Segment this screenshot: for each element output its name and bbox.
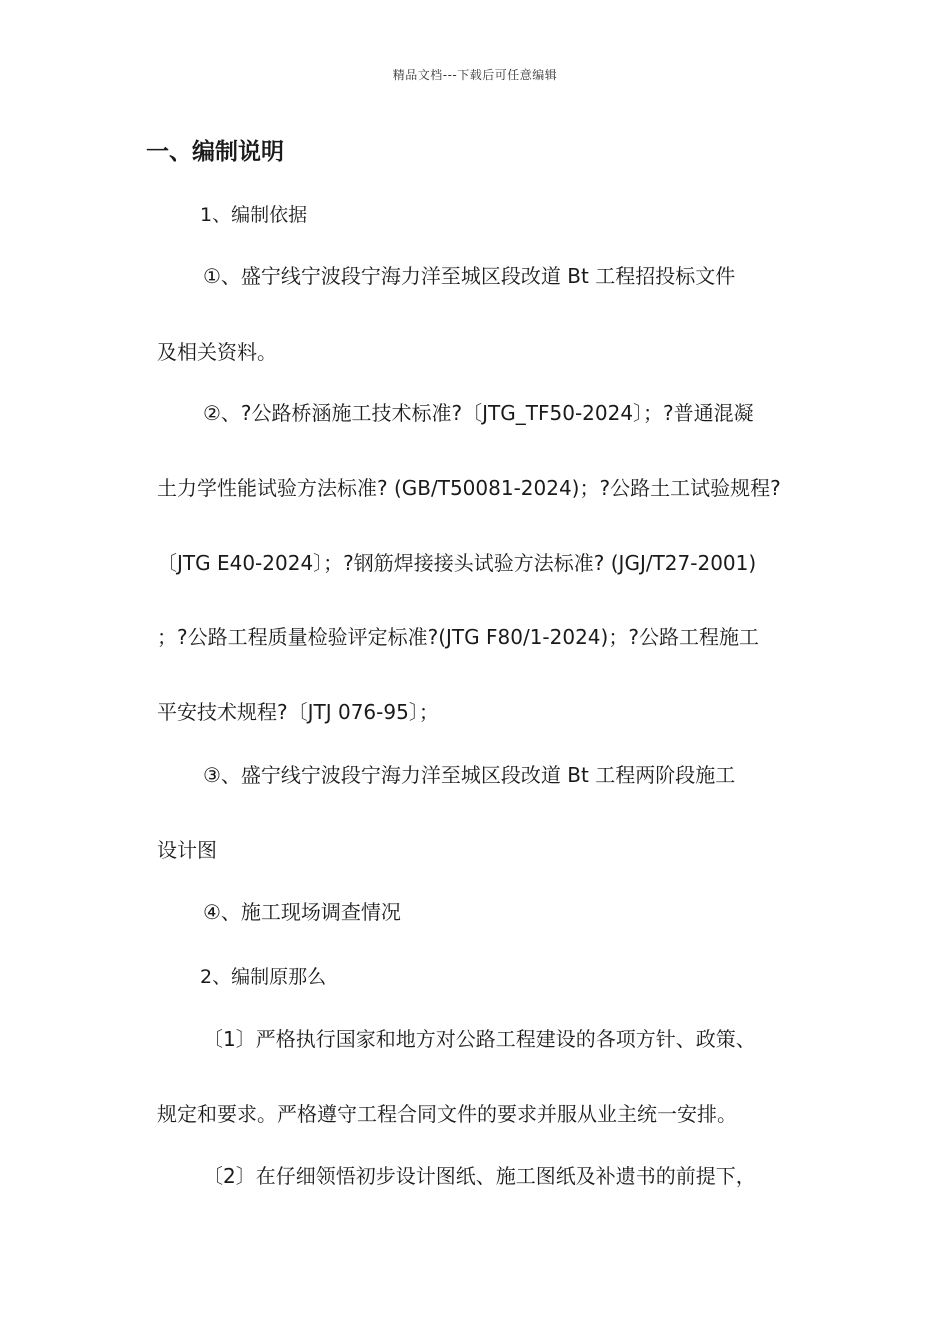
basis-item-2-line-3: 〔JTG E40-2024〕；?钢筋焊接接头试验方法标准? (JGJ/T27-2001) [157, 551, 757, 575]
basis-item-2-line-4: ；?公路工程质量检验评定标准?(JTG F80/1-2024)；?公路工程施工 [157, 625, 759, 649]
section-title: 一、编制说明 [146, 139, 284, 165]
basis-item-2-line-1: ②、?公路桥涵施工技术标准?〔JTG_TF50-2024〕；?普通混凝 [203, 401, 754, 425]
subsection-title-principles: 2、编制原那么 [200, 966, 327, 988]
principle-item-1-line-1: 〔1〕严格执行国家和地方对公路工程建设的各项方针、政策、 [203, 1027, 756, 1051]
basis-item-2-line-2: 土力学性能试验方法标准? (GB/T50081-2024)；?公路土工试验规程? [157, 476, 781, 500]
basis-item-1-line-1: ①、盛宁线宁波段宁海力洋至城区段改道 Bt 工程招投标文件 [203, 264, 736, 288]
basis-item-3-line-1: ③、盛宁线宁波段宁海力洋至城区段改道 Bt 工程两阶段施工 [203, 763, 736, 787]
basis-item-1-line-2: 及相关资料。 [157, 340, 277, 364]
header-note: 精品文档---下载后可任意编辑 [392, 68, 558, 82]
principle-item-1-line-2: 规定和要求。严格遵守工程合同文件的要求并服从业主统一安排。 [157, 1102, 737, 1126]
basis-item-2-line-5: 平安技术规程?〔JTJ 076-95〕； [157, 700, 439, 724]
subsection-title-basis: 1、编制依据 [200, 204, 308, 226]
basis-item-3-line-2: 设计图 [157, 838, 217, 862]
basis-item-4-line-1: ④、施工现场调查情况 [203, 900, 401, 924]
principle-item-2-line-1: 〔2〕在仔细领悟初步设计图纸、施工图纸及补遗书的前提下， [203, 1164, 756, 1188]
